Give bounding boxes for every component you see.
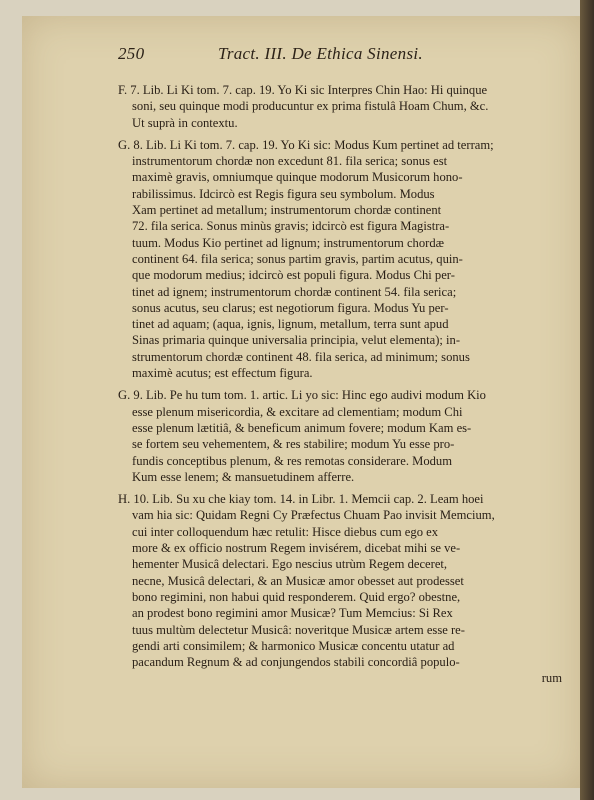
text-line: instrumentorum chordæ non excedunt 81. fila serica; sonus est — [132, 154, 448, 169]
text-line: strumentorum chordæ continent 48. fila serica, ad minimum; sonus — [132, 349, 470, 364]
running-title: Tract. III. De Ethica Sinensi. — [218, 44, 423, 63]
text-line: cui inter colloquendum hæc retulit: Hisce diebus cum ego ex — [132, 524, 439, 539]
text-line: esse plenum misericordia, & excitare ad clementiam; modum Chi — [132, 404, 463, 419]
text-line: Ut suprà in contextu. — [132, 115, 238, 130]
text-line: continent 64. fila serica; sonus partim gravis, partim acutus, quin- — [132, 251, 463, 266]
text-line: tuus multùm delectetur Musicâ: noveritque Musicæ artem esse re- — [132, 622, 465, 637]
paragraph-g9 — [118, 387, 566, 485]
text-line: sonus acutus, seu clarus; est negotiorum figura. Modus Yu per- — [132, 300, 449, 315]
text-line: maximè gravis, omniumque quinque modorum Musicorum hono- — [132, 170, 463, 185]
text-line: 72. fila serica. Sonus minùs gravis; idcircò est figura Magistra- — [132, 219, 450, 234]
text-line: se fortem seu vehementem, & res stabilire; modum Yu esse pro- — [132, 437, 455, 452]
text-line: tinet ad ignem; instrumentorum chordæ continent 54. fila serica; — [132, 284, 457, 299]
text-line: H. 10. Lib. Su xu che kiay tom. 14. in Libr. 1. Memcii cap. 2. Leam hoei — [118, 492, 484, 507]
text-line: hementer Musicâ delectari. Ego nescius utrùm Regem deceret, — [132, 557, 448, 572]
text-line: Kum esse lenem; & mansuetudinem afferre. — [132, 469, 355, 484]
page-number: 250 — [118, 44, 145, 63]
text-line: tuum. Modus Kio pertinet ad lignum; instrumentorum chordæ — [132, 235, 445, 250]
text-line: G. 8. Lib. Li Ki tom. 7. cap. 19. Yo Ki sic: Modus Kum pertinet ad terram; — [118, 137, 494, 152]
page-text — [118, 82, 566, 687]
text-line: G. 9. Lib. Pe hu tum tom. 1. artic. Li yo sic: Hinc ego audivi modum Kio — [118, 388, 486, 403]
text-line: fundis conceptibus plenum, & res remotas considerare. Modum — [132, 453, 453, 468]
text-line: pacandum Regnum & ad conjungendos stabili concordiâ populo- — [132, 655, 460, 670]
text-line: Sinas primaria quinque universalia principia, velut elementa); in- — [132, 333, 461, 348]
text-line: Xam pertinet ad metallum; instrumentorum chordæ continent — [132, 203, 442, 218]
page-header — [118, 44, 498, 64]
text-line: rabilissimus. Idcircò est Regis figura seu symbolum. Modus — [132, 186, 435, 201]
text-line: esse plenum lætitiâ, & beneficum animum fovere; modum Kam es- — [132, 420, 472, 435]
paragraph-h10 — [118, 491, 566, 670]
catchword: rum — [541, 671, 562, 686]
paragraph-g8 — [118, 137, 566, 381]
text-line: vam hia sic: Quidam Regni Cy Præfectus Chuam Pao invisit Memcium, — [132, 508, 495, 523]
text-line: F. 7. Lib. Li Ki tom. 7. cap. 19. Yo Ki sic Interpres Chin Hao: Hi quinque — [118, 83, 488, 97]
binding-edge — [580, 0, 594, 800]
text-line: que modorum medius; idcircò est populi figura. Modus Chi per- — [132, 268, 455, 283]
text-line: gendi arti consimilem; & harmonico Musicæ concentu utatur ad — [132, 638, 455, 653]
text-line: tinet ad aquam; (aqua, ignis, lignum, metallum, terra sunt apud — [132, 317, 449, 332]
text-line: soni, seu quinque modi producuntur ex prima fistulâ Hoam Chum, &c. — [132, 99, 489, 114]
text-line: more & ex officio nostrum Regem invisérem, dicebat mihi se ve- — [132, 541, 461, 556]
text-line: necne, Musicâ delectari, & an Musicæ amor obesset aut prodesset — [132, 573, 464, 588]
paragraph-f7 — [118, 82, 566, 131]
text-line: an prodest bono regimini amor Musicæ? Tum Memcius: Si Rex — [132, 606, 453, 621]
text-line: bono regimini, non habui quid responderem. Quid ergo? obestne, — [132, 589, 461, 604]
text-line: maximè acutus; est effectum figura. — [132, 366, 313, 381]
